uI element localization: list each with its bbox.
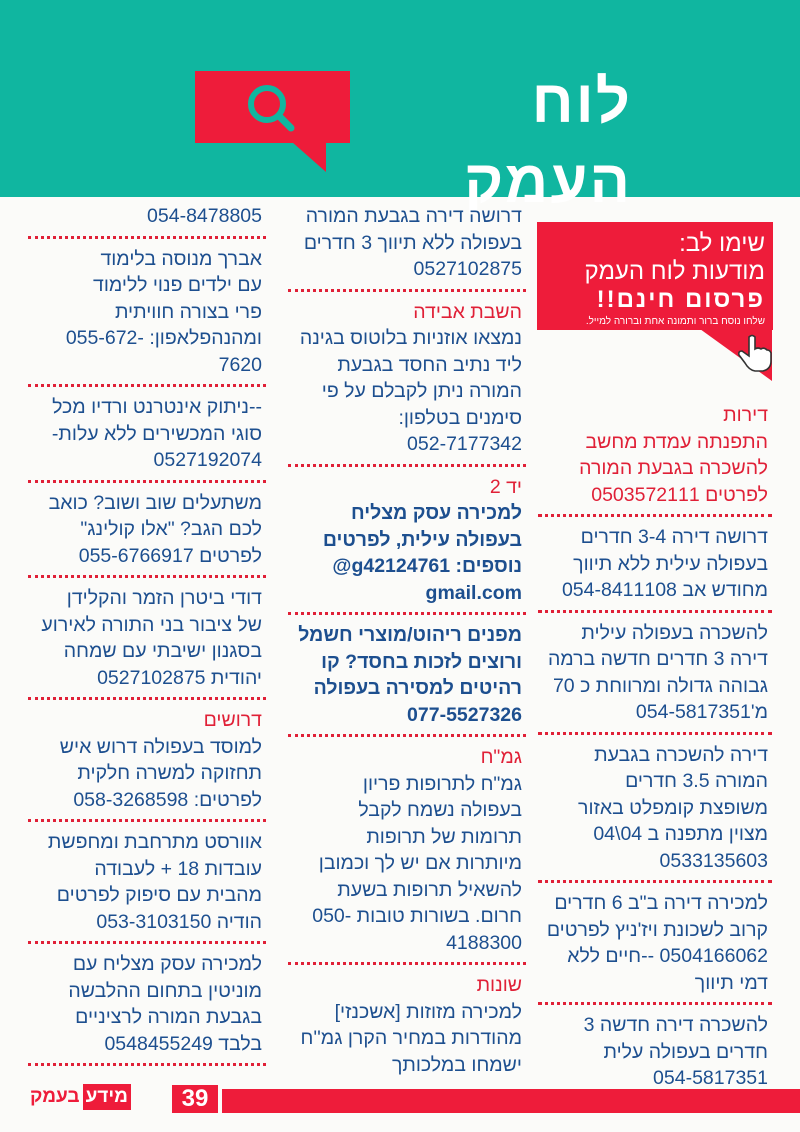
ad-text-line: 4188300 — [446, 931, 522, 954]
category-heading: דרושים — [203, 709, 262, 731]
ad-text-line: בגבעת המורה לרציניים — [75, 1006, 262, 1028]
ad-text-line: בעפולה עילית ללא תיווך — [573, 552, 768, 575]
ad-text-line: רהיטים למסירה בעפולה — [313, 677, 522, 699]
ad-text-line: ישמחו במלכותך — [391, 1053, 522, 1076]
ad-text-line: 0504166062 --חיים ללא — [567, 945, 768, 967]
ad-text-line: ורוצים לזכות בחסד? קו — [321, 650, 522, 673]
ad-text-line: משופצת קומפלט באזור — [578, 796, 768, 819]
free-ads-notice — [537, 222, 773, 330]
ad-text-line: למוסד בעפולה דרוש איש — [59, 735, 262, 758]
speech-bubble-tail — [292, 142, 326, 172]
ad-text-line: למכירה עסק מצליח — [350, 502, 522, 524]
category-heading: השבת אבידה — [413, 300, 522, 323]
ad-text-line: יהודית 0527102875 — [97, 666, 262, 689]
ad-text-line: מהודרות במחיר הקרן גמ''ח — [300, 1027, 522, 1049]
ad-text-line: דרושה דירה בגבעת המורה — [305, 205, 522, 227]
ad-item — [288, 620, 526, 737]
ad-text-line: דמי תיווך — [694, 971, 768, 994]
notice-instructions: שלחו נוסח ברור ותמונה אחת וברורה למייל. — [585, 316, 765, 327]
notice-subheading: מודעות לוח העמק — [584, 258, 765, 285]
ad-text-line: דירה 3 חדרים חדשה ברמה — [547, 648, 768, 670]
page-title: לוח העמק — [464, 68, 632, 215]
ad-text-line: עובדות 18 + לעבודה — [94, 857, 262, 880]
ad-text-line: גמ"ח לתרופות פריון — [362, 772, 522, 795]
ad-item — [28, 583, 266, 700]
ad-item — [288, 201, 526, 292]
ad-text-line: בעפולה נשמח לקבל — [358, 799, 522, 821]
ad-item — [288, 297, 526, 467]
ad-item — [288, 970, 526, 1084]
page-number: 39 — [172, 1085, 218, 1113]
ad-item — [28, 488, 266, 579]
ad-text-line: התפנתה עמדת מחשב — [585, 430, 768, 453]
category-heading: שונות — [476, 974, 522, 996]
ad-item — [288, 472, 526, 616]
ad-text-line: 054-8478805 — [147, 205, 262, 227]
column-middle — [288, 201, 526, 1089]
ad-text-line: 052-7177342 — [407, 433, 522, 455]
ad-text-line: למכירה עסק מצליח עם — [72, 953, 262, 975]
ad-text-line: בעפולה עילית, לפרטים — [322, 528, 522, 551]
ad-item — [538, 400, 772, 517]
ad-text-line: המורה ניתן לקבלם על פי — [321, 380, 522, 402]
ad-item — [28, 392, 266, 483]
ad-text-line: להשכרה דירה חדשה 3 — [583, 1014, 768, 1036]
ad-text-line: להשכרה בגבעת המורה — [579, 457, 768, 479]
notice-heading: שימו לב: — [679, 230, 765, 257]
column-left — [28, 201, 266, 1071]
ad-text-line: לפרטים 055-6766917 — [78, 544, 262, 567]
ad-text-line: תחזוקה למשרה חלקית — [77, 762, 262, 784]
ad-text-line: לפרטים: 058-3268598 — [73, 788, 262, 811]
ad-text-line: --ניתוק אינטרנט ורדיו מכל — [52, 396, 262, 418]
ad-text-line: חדרים בעפולה עלית — [603, 1040, 768, 1063]
ad-text-line: gmail.com — [425, 581, 522, 604]
ad-text-line: 054-5817351 — [653, 1067, 768, 1089]
ad-text-line: 0527192074 — [153, 449, 262, 471]
ad-text-line: דודי ביטרן הזמר והקלידן — [66, 587, 262, 609]
ad-text-line: מוניטין בתחום ההלבשה — [68, 979, 262, 1002]
ad-item — [28, 827, 266, 944]
ad-text-line: ומהנהפלאפון: -055-672 — [65, 327, 262, 349]
ad-text-line: נמצאו אוזניות בלוטוס בגינה — [299, 327, 522, 349]
ad-text-line: מ'054-5817351 — [635, 701, 768, 723]
ad-text-line: למכירה דירה ב"ב 6 חדרים — [554, 892, 768, 914]
ad-text-line: אברך מנוסה בלימוד — [100, 247, 262, 270]
footer-bar — [222, 1089, 800, 1113]
ad-text-line: סימנים בטלפון: — [398, 406, 522, 429]
ad-text-line: 077-5527326 — [407, 703, 522, 726]
ad-text-line: פרי בצורה חוויתית — [114, 300, 262, 323]
ad-item — [288, 742, 526, 965]
ad-text-line: להשאיל תרופות בשעת — [337, 878, 522, 901]
ad-text-line: לכם הגב? "אלו קולינג" — [80, 518, 262, 540]
ad-item — [28, 244, 266, 388]
ad-text-line: קרוב לשכונת ויז'ניץ לפרטים — [546, 918, 768, 941]
notice-free: פרסום חינם!! — [596, 286, 765, 313]
ad-text-line: להשכרה בעפולה עילית — [581, 621, 768, 644]
ad-text-line: 0533135603 — [659, 849, 768, 872]
ad-text-line: דירה להשכרה בגבעת — [594, 743, 768, 766]
pointer-hand-icon — [737, 333, 773, 373]
category-heading: דירות — [723, 404, 768, 426]
ad-text-line: הודיה 053-3103150 — [96, 910, 262, 933]
ad-text-line: עם ילדים פנוי ללימוד — [93, 274, 262, 296]
ad-item — [28, 949, 266, 1066]
ad-text-line: המורה 3.5 חדרים — [625, 770, 768, 792]
ad-item — [28, 705, 266, 822]
ad-text-line: של ציבור בני התורה לאירוע — [41, 613, 262, 636]
ad-text-line: מיותרות אם יש לך וכמובן — [318, 852, 522, 874]
ad-text-line: מצוין מתפנה ב 04\04 — [593, 823, 768, 845]
ad-text-line: חרום. בשורות טובות -050 — [312, 905, 522, 927]
ad-item — [28, 201, 266, 239]
ad-text-line: אוורסט מתרחבת ומחפשת — [47, 831, 262, 853]
logo-part-1: מידע — [83, 1084, 131, 1110]
ad-text-line: בעפולה ללא תיווך 3 חדרים — [303, 231, 522, 254]
category-heading: יד 2 — [489, 475, 522, 498]
ad-text-line: מפנים ריהוט/מוצרי חשמל — [298, 624, 522, 646]
ad-text-line: למכירה מזוזות [אשכנזי] — [334, 1000, 522, 1023]
ad-item — [538, 522, 772, 613]
logo-part-2: בעמק — [30, 1086, 80, 1107]
ad-text-line: תרומות של תרופות — [366, 825, 522, 848]
ad-text-line: לפרטים 0503572111 — [591, 483, 768, 506]
ad-text-line: בלבד 0548455249 — [104, 1032, 262, 1055]
ad-item — [538, 618, 772, 735]
column-right — [538, 400, 772, 1106]
ad-text-line: ליד נתיב החסד בגבעת — [337, 353, 522, 376]
ad-text-line: משתעלים שוב ושוב? כואב — [48, 491, 262, 514]
ad-text-line: נוספים: g42124761@ — [332, 555, 522, 577]
ad-text-line: 7620 — [218, 353, 262, 376]
ad-text-line: סוגי המכשירים ללא עלות- — [51, 422, 262, 445]
category-heading: גמ"ח — [480, 746, 522, 768]
ad-item — [538, 888, 772, 1005]
ad-item — [538, 1010, 772, 1101]
ad-text-line: מחודש אב 054-8411108 — [561, 579, 768, 601]
search-icon — [243, 80, 303, 140]
ad-text-line: מהבית עם סיפוק לפרטים — [56, 884, 262, 906]
ad-text-line: בסגנון ישיבתי עם שמחה — [63, 640, 262, 662]
logo — [30, 1084, 131, 1110]
ad-text-line: 0527102875 — [413, 258, 522, 280]
ad-text-line: דרושה דירה 3-4 חדרים — [580, 526, 768, 548]
ad-text-line: גבוהה גדולה ומרווחת כ 70 — [552, 674, 768, 697]
ad-item — [538, 740, 772, 884]
